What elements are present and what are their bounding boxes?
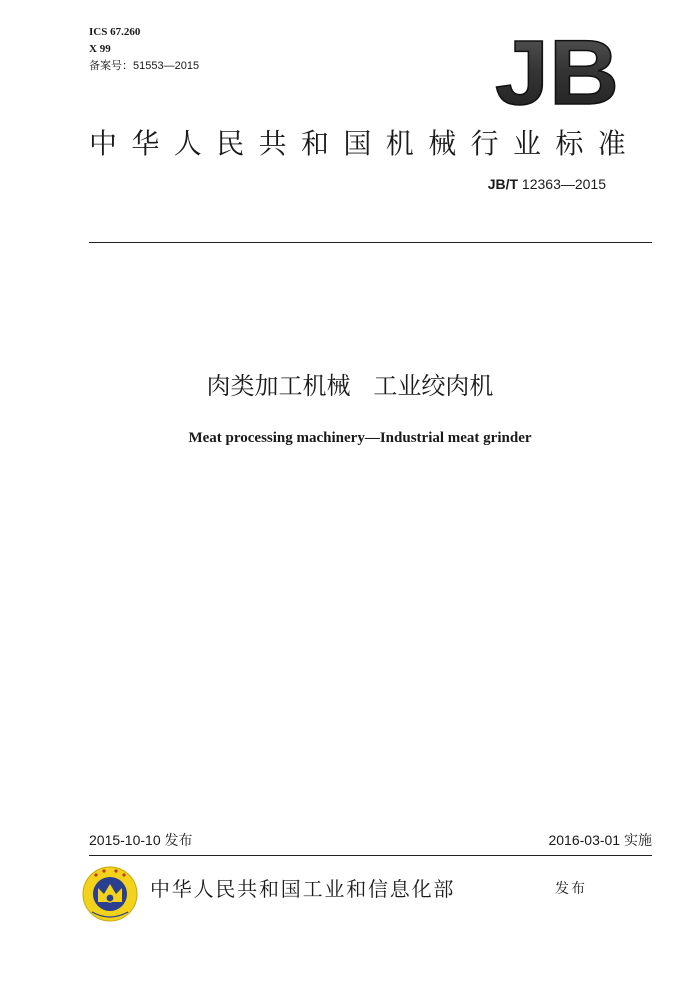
standard-classification: 中华人民共和国机械行业标准: [89, 127, 641, 160]
classification-codes: [89, 24, 199, 75]
header-divider: [89, 242, 652, 243]
publisher-name: 中华人民共和国工业和信息化部: [150, 877, 456, 901]
ministry-seal-icon: [82, 866, 138, 922]
jb-logo-text: JB: [495, 34, 619, 110]
document-title-english: Meat processing machinery—Industrial meat grinder: [188, 430, 532, 446]
jb-logo: [492, 34, 622, 110]
ics-code: ICS 67.260: [89, 26, 141, 38]
issue-date: 2015-10-10 发布: [89, 832, 193, 848]
implementation-date: 2016-03-01 实施: [548, 832, 652, 848]
record-number: [89, 58, 199, 75]
document-title-chinese: 肉类加工机械 工业绞肉机: [206, 372, 494, 400]
standard-number-value: 12363—2015: [518, 176, 606, 192]
footer-divider: [89, 855, 652, 856]
standard-number: [488, 176, 606, 192]
publish-label: 发布: [555, 881, 587, 897]
ccs-code: X 99: [89, 43, 111, 55]
record-label: 备案号：: [89, 60, 133, 72]
record-value: 51553—2015: [133, 60, 200, 72]
standard-number-prefix: JB/T: [487, 176, 519, 192]
